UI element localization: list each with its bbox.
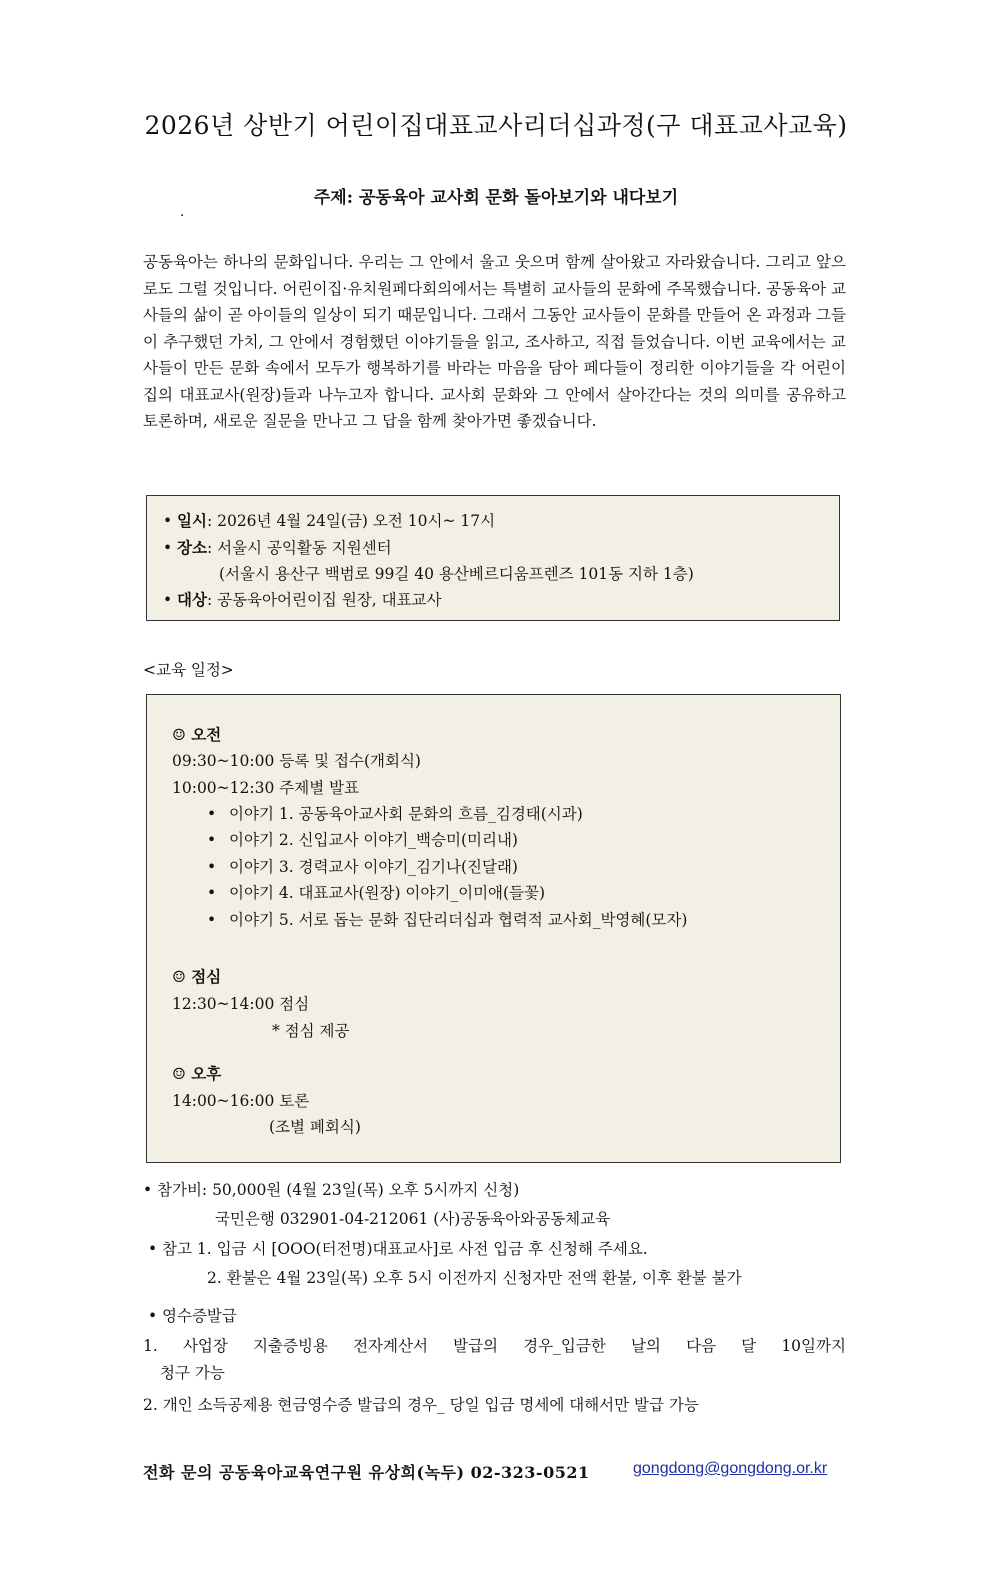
info-date-label: 일시 [177,511,207,530]
info-target-label: 대상 [177,590,207,609]
lunch-heading: ☺ 점심 [172,967,222,986]
lunch-time: 12:30~14:00 점심 [172,995,310,1013]
afternoon-heading: ☺ 오후 [172,1064,222,1083]
lunch-note: * 점심 제공 [272,1022,350,1040]
info-date-value: : 2026년 4월 24일(금) 오전 10시~ 17시 [206,512,496,530]
note-line-2: 2. 환불은 4월 23일(목) 오후 5시 이전까지 신청자만 전액 환불, 이후 환불 불가 [207,1269,742,1287]
receipt-item-1-row: 1. 사업장 지출증빙용 전자계산서 발급의 경우_입금한 날의 다음 달 10일까지 [143,1337,846,1355]
note-line-1: • 참고 1. 입금 시 [OOO(터전명)대표교사]로 사전 입금 후 신청해 주세요. [148,1240,648,1258]
schedule-label: <교육 일정> [143,661,234,679]
bullet-mark: · [180,208,185,224]
story-item: • 이야기 2. 신입교사 이야기_백승미(미리내) [207,831,518,849]
subtitle: 주제: 공동육아 교사회 문화 돌아보기와 내다보기 [313,188,679,208]
presentation-time: 10:00~12:30 주제별 발표 [172,779,360,797]
closing-note: (조별 폐회식) [269,1118,361,1136]
info-box [146,495,840,621]
page-title: 2026년 상반기 어린이집대표교사리더십과정(구 대표교사교육) [144,111,848,140]
receipt-item-1 [143,1333,846,1387]
discussion-time: 14:00~16:00 토론 [172,1092,310,1110]
info-target-value: : 공동육아어린이집 원장, 대표교사 [206,591,442,609]
info-date: • 일시: 2026년 4월 24일(금) 오전 10시~ 17시 [163,511,496,530]
story-item: • 이야기 3. 경력교사 이야기_김기나(진달래) [207,858,518,876]
bank-account: 국민은행 032901-04-212061 (사)공동육아와공동체교육 [215,1210,611,1228]
story-item: • 이야기 5. 서로 돕는 문화 집단리더십과 협력적 교사회_박영혜(모자) [207,911,688,929]
schedule-box [146,694,841,1163]
morning-heading: ☺ 오전 [172,725,222,744]
info-target: • 대상: 공동육아어린이집 원장, 대표교사 [163,590,442,609]
info-place-value: : 서울시 공익활동 지원센터 [206,539,392,557]
story-item: • 이야기 4. 대표교사(원장) 이야기_이미애(들꽃) [207,884,546,902]
intro-paragraph: 공동육아는 하나의 문화입니다. 우리는 그 안에서 울고 웃으며 함께 살아왔고 자라왔습니다. 그리고 앞으로도 그럴 것입니다. 어린이집·유치원페다회의에서는 특별히 교사들의 문화에 주목했습니다. 공동육아 교사들의 삶이 곧 아이들의 일상이 되기 때문입니다. 그래서 그동안 교사들이 문화를 만들어 온 과정과 그들이 추구했던 가치, 그 안에서 경험했던 이야기들을 읽고, 조사하고, 직접 들었습니다. 이번 교육에서는 교사들이 만든 문화 속에서 모두가 행복하기를 바라는 마음을 담아 페다들이 정리한 이야기들을 각 어린이집의 대표교사(원장)들과 나누고자 합니다. 교사회 문화와 그 안에서 살아간다는 것의 의미를 공유하고 토론하며, 새로운 질문을 만나고 그 답을 함께 찾아가면 좋겠습니다. [143,253,846,430]
receipt-item-1-cont: 청구 가능 [160,1364,225,1382]
receipt-heading: • 영수증발급 [148,1307,237,1325]
info-place: • 장소: 서울시 공익활동 지원센터 [163,538,392,557]
receipt-item-2: 2. 개인 소득공제용 현금영수증 발급의 경우_ 당일 입금 명세에 대해서만 발급 가능 [143,1396,699,1414]
contact-line: 전화 문의 공동육아교육연구원 유상희(녹두) 02-323-0521 [143,1463,590,1482]
registration-time: 09:30~10:00 등록 및 접수(개회식) [172,752,421,770]
fee-line: • 참가비: 50,000원 (4월 23일(목) 오후 5시까지 신청) [143,1181,520,1199]
info-place-address: (서울시 용산구 백범로 99길 40 용산베르디움프렌즈 101동 지하 1층) [219,565,694,583]
info-place-label: 장소 [177,538,207,557]
story-item: • 이야기 1. 공동육아교사회 문화의 흐름_김경태(시과) [207,805,583,823]
contact-email-link[interactable]: gongdong@gongdong.or.kr [633,1460,828,1477]
